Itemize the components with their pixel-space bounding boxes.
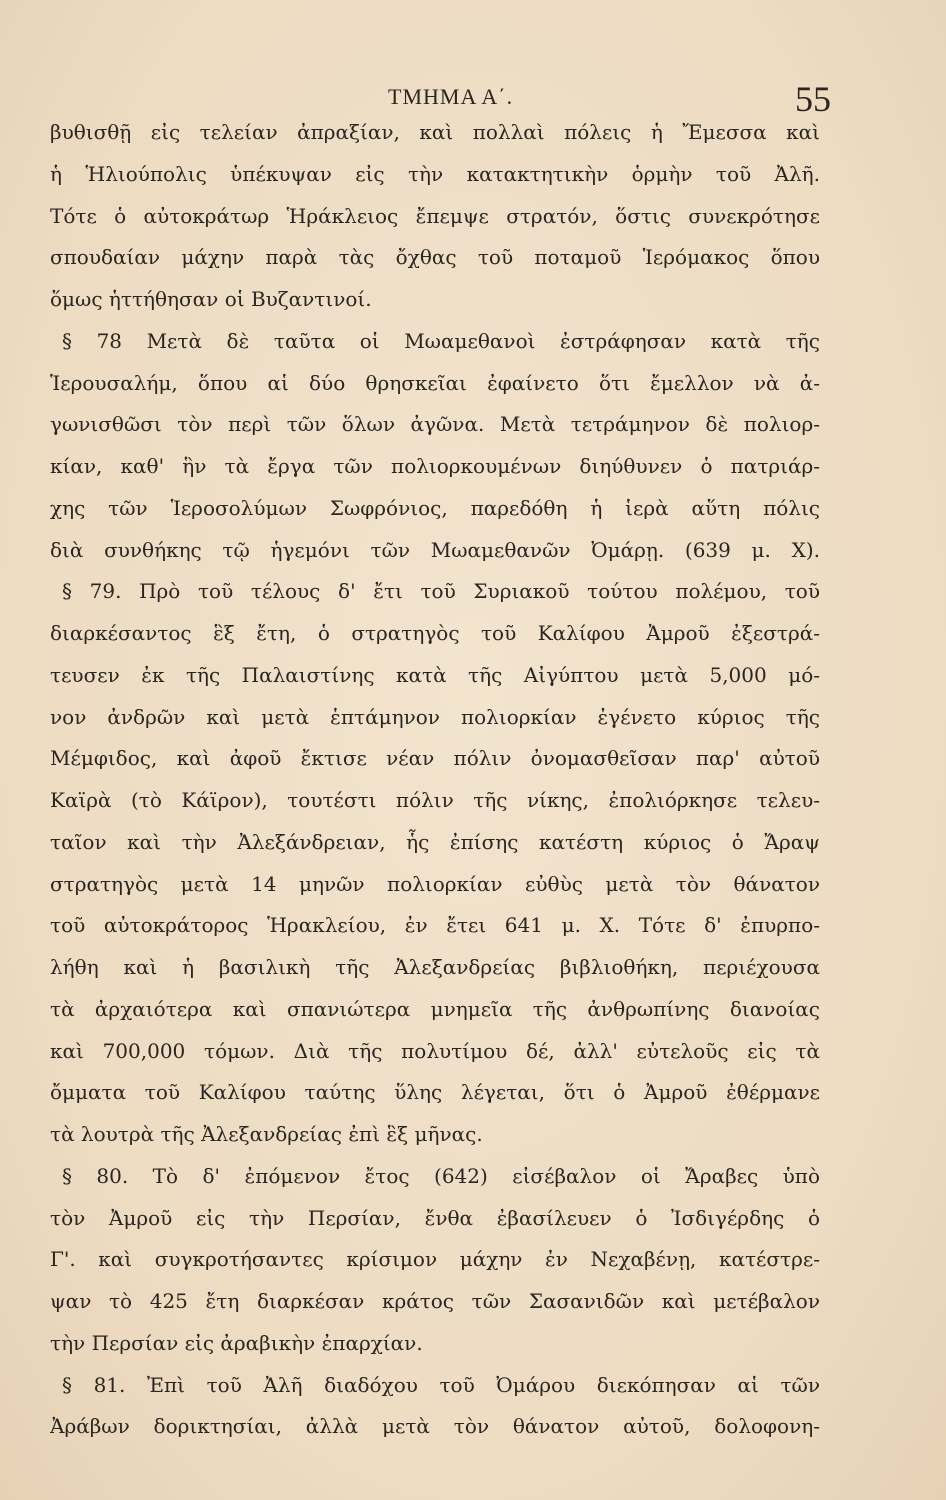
text-line: τὰ λουτρὰ τῆς Ἀλεξανδρείας ἐπὶ ἓξ μῆνας. xyxy=(50,1122,483,1146)
text-line: Καϊρὰ (τὸ Κάϊρον), τουτέστι πόλιν τῆς νίκης, ἐπολιόρκησε τελευ- xyxy=(50,788,820,812)
section-80-heading-line: § 80. Τὸ δ' ἐπόμενον ἔτος (642) εἰσέβαλον οἱ Ἄραβες ὑπὸ xyxy=(62,1163,820,1188)
page-number: 55 xyxy=(795,79,831,119)
text-line: διαρκέσαντος ἓξ ἔτη, ὁ στρατηγὸς τοῦ Καλίφου Ἀμροῦ ἐξεστρά- xyxy=(50,621,820,645)
text-line: Ἀράβων δορικτησίαι, ἀλλὰ μετὰ τὸν θάνατον αὐτοῦ, δολοφονη- xyxy=(50,1414,820,1439)
section-81-heading-line: § 81. Ἐπὶ τοῦ Ἀλῆ διαδόχου τοῦ Ὀμάρου διεκόπησαν αἱ τῶν xyxy=(62,1372,820,1397)
text-line: ψαν τὸ 425 ἔτη διαρκέσαν κράτος τῶν Σασανιδῶν καὶ μετέβαλον xyxy=(50,1289,820,1313)
text-line: τὴν Περσίαν εἰς ἀραβικὴν ἐπαρχίαν. xyxy=(50,1330,423,1355)
text-line: τοῦ αὐτοκράτορος Ἡρακλείου, ἐν ἔτει 641 μ. Χ. Τότε δ' ἐπυρπο- xyxy=(50,913,820,938)
text-line: λήθη καὶ ἡ βασιλικὴ τῆς Ἀλεξανδρείας βιβλιοθήκη, περιέχουσα xyxy=(50,955,820,979)
text-line: χης τῶν Ἱεροσολύμων Σωφρόνιος, παρεδόθη ἡ ἱερὰ αὕτη πόλις xyxy=(50,495,820,520)
text-line: ὄμματα τοῦ Καλίφου ταύτης ὕλης λέγεται, ὅτι ὁ Ἀμροῦ ἐθέρμανε xyxy=(50,1080,820,1105)
text-line: καὶ 700,000 τόμων. Διὰ τῆς πολυτίμου δέ, ἀλλ' εὐτελοῦς εἰς τὰ xyxy=(50,1038,820,1063)
text-line: ὅμως ἡττήθησαν οἱ Βυζαντινοί. xyxy=(50,287,372,311)
text-line: τευσεν ἐκ τῆς Παλαιστίνης κατὰ τῆς Αἰγύπτου μετὰ 5,000 μό- xyxy=(50,662,820,687)
text-line: στρατηγὸς μετὰ 14 μηνῶν πολιορκίαν εὐθὺς μετὰ τὸν θάνατον xyxy=(50,871,820,896)
text-line: τὰ ἀρχαιότερα καὶ σπανιώτερα μνημεῖα τῆς ἀνθρωπίνης διανοίας xyxy=(50,996,820,1021)
text-line: ἡ Ἡλιούπολις ὑπέκυψαν εἰς τὴν κατακτητικὴν ὁρμὴν τοῦ Ἀλῆ. xyxy=(50,161,820,186)
section-79-heading-line: § 79. Πρὸ τοῦ τέλους δ' ἔτι τοῦ Συριακοῦ τούτου πολέμου, τοῦ xyxy=(62,579,820,604)
text-line: Ἱερουσαλήμ, ὅπου αἱ δύο θρησκεῖαι ἐφαίνετο ὅτι ἔμελλον νὰ ἀ- xyxy=(50,370,820,395)
text-line: διὰ συνθήκης τῷ ἡγεμόνι τῶν Μωαμεθανῶν Ὀμάρῃ. (639 μ. Χ). xyxy=(50,537,820,562)
text-line: Μέμφιδος, καὶ ἀφοῦ ἔκτισε νέαν πόλιν ὀνομασθεῖσαν παρ' αὐτοῦ xyxy=(50,746,820,771)
text-line: Γ'. καὶ συγκροτήσαντες κρίσιμον μάχην ἐν Νεχαβένῃ, κατέστρε- xyxy=(50,1247,820,1272)
text-line: ταῖον καὶ τὴν Ἀλεξάνδρειαν, ἧς ἐπίσης κατέστη κύριος ὁ Ἄραψ xyxy=(50,829,820,854)
section-78-heading-line: § 78 Μετὰ δὲ ταῦτα οἱ Μωαμεθανοὶ ἐστράφησαν κατὰ τῆς xyxy=(62,328,820,353)
text-line: σπουδαίαν μάχην παρὰ τὰς ὄχθας τοῦ ποταμοῦ Ἱερόμακος ὅπου xyxy=(50,245,820,270)
running-head: ΤΜΗΜΑ Α΄. xyxy=(388,84,514,109)
text-line: Τότε ὁ αὐτοκράτωρ Ἡράκλειος ἔπεμψε στρατόν, ὅστις συνεκρότησε xyxy=(50,203,820,228)
text-line: νον ἀνδρῶν καὶ μετὰ ἑπτάμηνον πολιορκίαν ἐγένετο κύριος τῆς xyxy=(50,704,820,729)
text-line: κίαν, καθ' ἣν τὰ ἔργα τῶν πολιορκουμένων διηύθυνεν ὁ πατριάρ- xyxy=(50,454,820,478)
text-line: τὸν Ἀμροῦ εἰς τὴν Περσίαν, ἔνθα ἐβασίλευεν ὁ Ἰσδιγέρδης ὁ xyxy=(50,1205,820,1230)
text-line: γωνισθῶσι τὸν περὶ τῶν ὅλων ἀγῶνα. Μετὰ τετράμηνον δὲ πολιορ- xyxy=(50,412,820,437)
text-line: βυθισθῇ εἰς τελείαν ἀπραξίαν, καὶ πολλαὶ πόλεις ἡ Ἔμεσσα καὶ xyxy=(50,120,820,144)
body-text xyxy=(50,112,820,1448)
